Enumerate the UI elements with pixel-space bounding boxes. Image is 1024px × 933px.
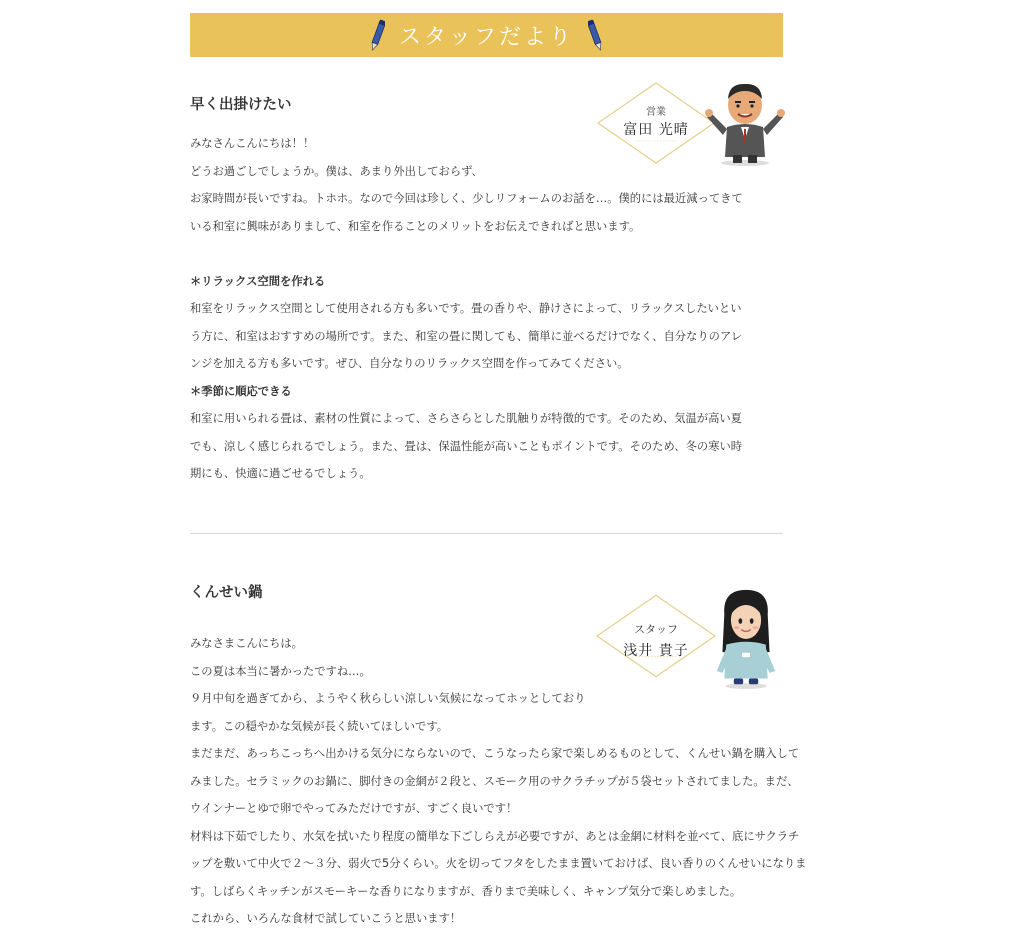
- staff-role: 営業: [646, 107, 666, 118]
- post-body: [190, 130, 783, 488]
- banner-title: スタッフだより: [398, 24, 574, 50]
- staff-role: スタッフ: [634, 623, 678, 636]
- pen-icon: [588, 18, 602, 52]
- body-line: ９月中旬を過ぎてから、ようやく秋らしい涼しい気候になってホッとしており: [190, 692, 586, 705]
- body-line: 期にも、快適に過ごせるでしょう。: [190, 467, 371, 480]
- body-line: みなさんこんにちは！！: [190, 137, 315, 150]
- body-line: [190, 240, 783, 268]
- post-title: くんせい鍋: [190, 585, 263, 601]
- body-line: どうお過ごしでしょうか。僕は、あまり外出しておらず、: [190, 164, 483, 178]
- body-line: みなさまこんにちは。: [190, 637, 303, 650]
- body-line: お家時間が長いですね。トホホ。なので今回は珍しく、少しリフォームのお話を…。僕的には最近減ってきて: [190, 192, 743, 205]
- body-line: この夏は本当に暑かったですね…。: [190, 664, 371, 678]
- sub-heading: ＊季節に順応できる: [190, 384, 292, 398]
- staff-name: 富田 光晴: [623, 122, 689, 138]
- staff-name: 浅井 貴子: [623, 643, 689, 659]
- post-body: [190, 630, 807, 933]
- post-divider: [190, 533, 783, 534]
- body-line: でも、涼しく感じられるでしょう。また、畳は、保温性能が高いこともポイントです。そのため、冬の寒い時: [190, 439, 743, 453]
- body-line: 和室に用いられる畳は、素材の性質によって、さらさらとした肌触りが特徴的です。そのため、気温が高い夏: [190, 412, 742, 425]
- body-line: みました。セラミックのお鍋に、脚付きの金網が２段と、スモーク用のサクラチップが５袋セットされてました。まだ、: [190, 774, 799, 788]
- pen-icon: [371, 18, 385, 52]
- body-line: ップを敷いて中火で２～３分、弱火で5分くらい。火を切ってフタをしたまま置いておけば、良い香りのくんせいになりま: [190, 857, 807, 870]
- sub-heading: ＊リラックス空間を作れる: [190, 274, 326, 288]
- body-line: ンジを加える方も多いです。ぜひ、自分なりのリラックス空間を作ってみてください。: [190, 357, 629, 370]
- body-line: いる和室に興味がありまして、和室を作ることのメリットをお伝えできればと思います。: [190, 219, 641, 233]
- body-line: ウインナーとゆで卵でやってみただけですが、すごく良いです！: [190, 802, 518, 815]
- body-line: これから、いろんな食材で試していこうと思います！: [190, 912, 462, 925]
- body-line: 材料は下茹でしたり、水気を拭いたり程度の簡単な下ごしらえが必要ですが、あとは金網に材料を並べて、底にサクラチ: [190, 829, 800, 843]
- post-title: 早く出掛けたい: [190, 97, 292, 113]
- section-banner: [190, 13, 783, 57]
- body-line: す。しばらくキッチンがスモーキーな香りになりますが、香りまで美味しく、キャンプ気分で楽しめました。: [190, 884, 742, 898]
- body-line: ます。この穏やかな気候が長く続いてほしいです。: [190, 719, 449, 733]
- body-line: う方に、和室はおすすめの場所です。また、和室の畳に関しても、簡単に並べるだけでなく、自分なりのアレ: [190, 329, 743, 343]
- body-line: 和室をリラックス空間として使用される方も多いです。畳の香りや、静けさによって、リラックスしたいとい: [190, 302, 742, 315]
- body-line: まだまだ、あっちこっちへ出かける気分にならないので、こうなったら家で楽しめるものとして、くんせい鍋を購入して: [190, 747, 800, 760]
- staff-blog: [190, 13, 807, 925]
